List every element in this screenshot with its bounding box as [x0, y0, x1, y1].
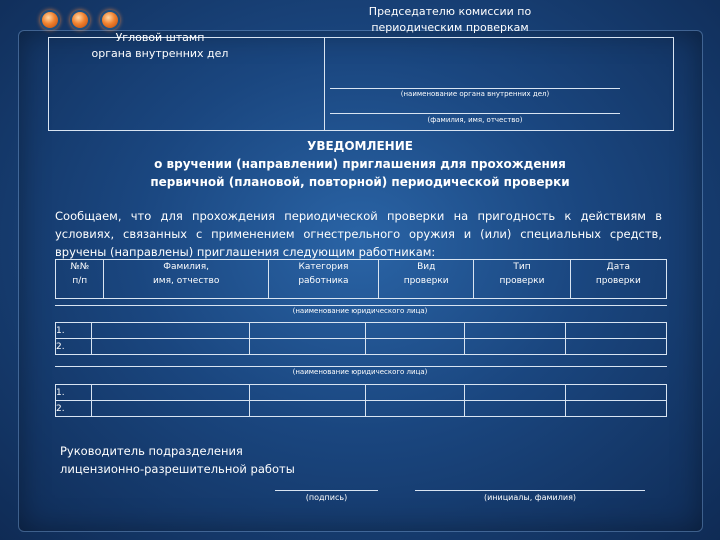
stamp-line1: Угловой штамп: [115, 31, 205, 44]
header-cell: №№ п/п: [56, 260, 104, 299]
header-divider: [324, 38, 325, 130]
title-line1: УВЕДОМЛЕНИЕ: [307, 139, 413, 153]
signature-line1: Руководитель подразделения: [60, 444, 243, 458]
section2-table: [55, 384, 667, 417]
table-row: [56, 401, 667, 417]
title-line2: о вручении (направлении) приглашения для прохождения: [154, 157, 566, 171]
header-cell: Дата проверки: [570, 260, 666, 299]
header-cell: Вид проверки: [379, 260, 474, 299]
window-controls: [40, 10, 120, 30]
fio-caption: (фамилия, имя, отчество): [427, 116, 523, 124]
table-row: [56, 339, 667, 355]
stamp-line2: органа внутренних дел: [91, 47, 229, 60]
title-line3: первичной (плановой, повторной) периодической проверки: [150, 175, 570, 189]
addressee-line1: Председателю комиссии по: [368, 5, 532, 18]
corner-stamp: [55, 30, 265, 62]
section1-table: [55, 322, 667, 355]
legal-entity-line-2: [55, 366, 667, 367]
addressee-line2: периодическим проверкам: [371, 21, 529, 34]
header-cell: Тип проверки: [474, 260, 570, 299]
org-caption: (наименование органа внутренних дел): [400, 90, 550, 98]
circle-icon: [70, 10, 90, 30]
circle-icon: [40, 10, 60, 30]
signature-caption: (подпись): [305, 493, 348, 502]
initials-caption: (инициалы, фамилия): [483, 493, 577, 502]
addressee: [285, 4, 615, 36]
initials-line: [415, 490, 645, 491]
circle-icon: [100, 10, 120, 30]
table-row: [56, 323, 667, 339]
workers-table-header: [55, 259, 667, 299]
legal-entity-caption-2: (наименование юридического лица): [292, 368, 428, 376]
legal-entity-caption: (наименование юридического лица): [292, 307, 428, 315]
row-number: 2.: [56, 339, 92, 355]
notice-paragraph: Сообщаем, что для прохождения периодической проверки на пригодность к действиям в условиях, связанных с применением огнестрельного оружия и (или) специальных средств, вручены (направлены) приглашения следующим работникам:: [55, 209, 662, 259]
signature-block: [60, 442, 295, 478]
header-cell: Фамилия, имя, отчество: [104, 260, 268, 299]
row-number: 1.: [56, 323, 92, 339]
signature-line: [275, 490, 378, 491]
table-row: [56, 385, 667, 401]
row-number: 2.: [56, 401, 92, 417]
signature-line2: лицензионно-разрешительной работы: [60, 462, 295, 476]
fio-line: [330, 113, 620, 114]
header-cell: Категория работника: [268, 260, 378, 299]
org-line: [330, 88, 620, 89]
notice-title: [60, 137, 660, 191]
row-number: 1.: [56, 385, 92, 401]
legal-entity-line: [55, 305, 667, 306]
